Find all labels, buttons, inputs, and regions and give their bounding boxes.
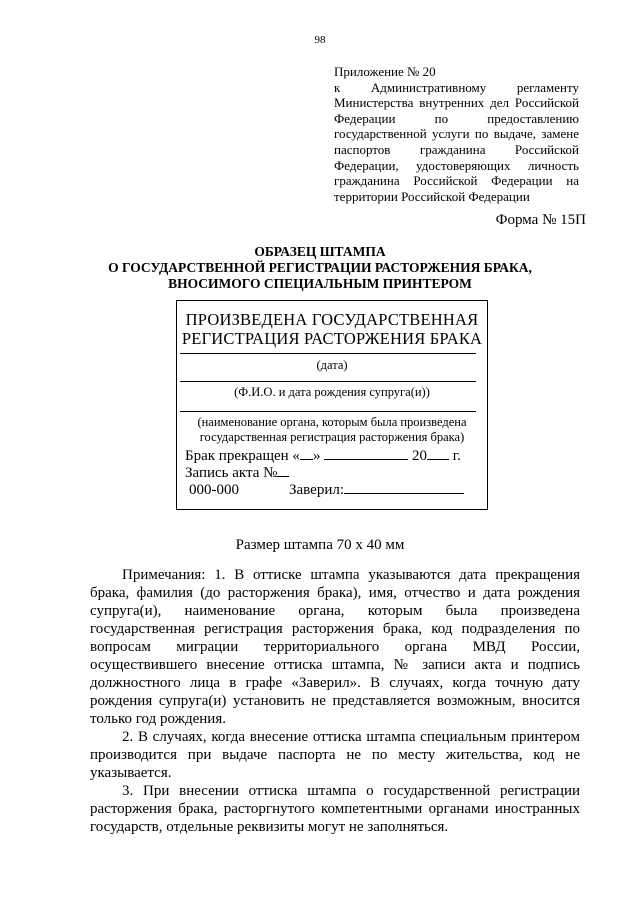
quote-close: » — [312, 448, 321, 464]
form-number: Форма № 15П — [495, 212, 586, 228]
marriage-ended-label: Брак прекращен « — [185, 448, 300, 464]
stamp-sample — [176, 300, 488, 510]
appendix-block — [334, 64, 579, 204]
heading-line: ОБРАЗЕЦ ШТАМПА — [254, 244, 386, 259]
appendix-line: паспортов гражданина Российской — [334, 141, 579, 157]
note-paragraph: Примечания: 1. В оттиске штампа указываются дата прекращения брака, фамилия (до расторжения брака), имя, отчество и дата рождения супруга(и), наименование органа, которым была произведена государственная регистрация расторжения брака, код подразделения по вопросам миграции территориального органа МВД России, осуществившего внесение оттиска штампа, № записи акта и подпись должностного лица в графе «Заверил». В случаях, когда точную дату рождения супруга(и) установить не представляется возможным, вносится только год рождения. — [90, 567, 580, 727]
appendix-line: территории Российской Федерации — [334, 188, 530, 204]
appendix-line: гражданина Российской Федерации на — [334, 173, 579, 189]
appendix-line: государственной услуги по выдаче, замене — [334, 126, 579, 142]
date-line — [180, 353, 476, 354]
spouse-line — [180, 381, 476, 382]
organ-caption-line: государственная регистрация расторжения брака) — [199, 430, 465, 444]
stamp-title — [177, 310, 487, 348]
division-code: 000-000 — [189, 482, 239, 498]
record-label: Запись акта № — [185, 465, 278, 481]
year-suffix: г. — [452, 448, 461, 464]
code-row — [189, 481, 464, 499]
year-blank — [427, 447, 449, 460]
signature-blank — [344, 481, 464, 494]
spouse-caption: (Ф.И.О. и дата рождения супруга(и)) — [234, 385, 430, 399]
year-prefix: 20 — [411, 448, 427, 464]
day-blank — [300, 447, 313, 460]
stamp-size: Размер штампа 70 х 40 мм — [235, 537, 405, 553]
certified-label: Заверил: — [289, 482, 345, 498]
organ-line — [180, 411, 476, 412]
marriage-ended-row — [185, 447, 461, 465]
note-paragraph: 3. При внесении оттиска штампа о государственной регистрации расторжения брака, расторгнутого компетентными органами иностранных государств, отдельные реквизиты могут не заполняться. — [90, 783, 580, 835]
record-row — [185, 464, 289, 482]
appendix-line: к Административному регламенту — [334, 79, 579, 95]
month-blank — [324, 447, 408, 460]
document-heading — [90, 244, 550, 292]
heading-line: О ГОСУДАРСТВЕННОЙ РЕГИСТРАЦИИ РАСТОРЖЕНИЯ БРАКА, — [108, 260, 532, 275]
page-number: 98 — [314, 34, 326, 46]
notes — [90, 566, 580, 836]
date-caption: (дата) — [316, 358, 348, 372]
note-paragraph: 2. В случаях, когда внесение оттиска штампа специальным принтером производится при выдаче паспорта не по месту жительства, код не указывается. — [90, 729, 580, 781]
appendix-line: Приложение № 20 — [334, 64, 436, 79]
stamp-title-line: РЕГИСТРАЦИЯ РАСТОРЖЕНИЯ БРАКА — [181, 329, 483, 348]
appendix-line: Министерства внутренних дел Российской — [334, 95, 579, 111]
record-blank — [277, 464, 289, 477]
appendix-line: Федерации по предоставлению — [334, 110, 579, 126]
organ-caption — [177, 415, 487, 445]
appendix-line: Федерации, удостоверяющих личность — [334, 157, 579, 173]
heading-line: ВНОСИМОГО СПЕЦИАЛЬНЫМ ПРИНТЕРОМ — [168, 276, 472, 291]
stamp-title-line: ПРОИЗВЕДЕНА ГОСУДАРСТВЕННАЯ — [185, 310, 479, 329]
organ-caption-line: (наименование органа, которым была произведена — [197, 415, 467, 429]
